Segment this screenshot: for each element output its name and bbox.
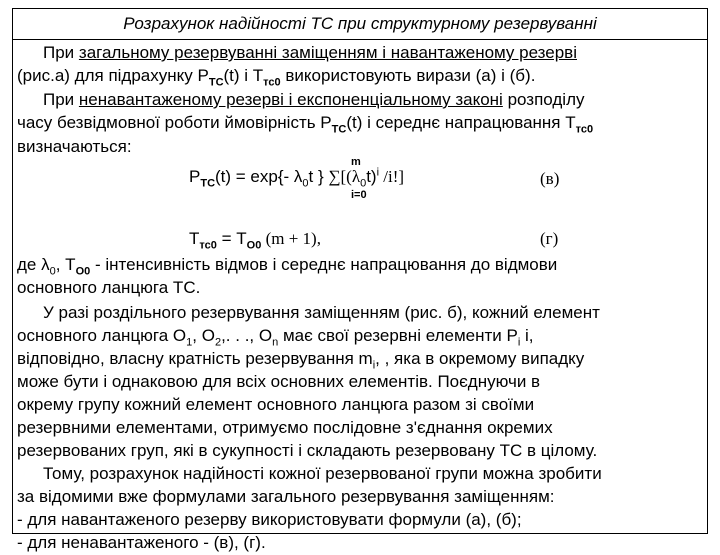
text-line <box>17 254 557 277</box>
text-fragment: (m + 1), <box>261 229 321 248</box>
text-line <box>17 440 597 463</box>
underlined-term: ненавантаженому резерві і експоненціальному законі <box>78 90 503 109</box>
superscript: і <box>376 166 380 179</box>
subscript: 0 <box>302 177 309 190</box>
text-fragment: визначаються: <box>17 137 132 156</box>
text-line <box>17 325 534 348</box>
subscript: ТС <box>331 123 347 136</box>
text-fragment: У разі роздільного резервування заміщенням (рис. б), кожний елемент <box>43 303 600 322</box>
slide-title: Розрахунок надійності ТС при структурному резервуванні <box>13 9 707 40</box>
text-fragment: - інтенсивність відмов і середнє напрацювання до відмови <box>90 255 558 274</box>
text-fragment: , Т <box>55 255 76 274</box>
text-fragment: Т <box>189 229 200 248</box>
text-fragment: - для навантаженого резерву використовувати формули (а), (б); <box>17 510 522 529</box>
subscript: О0 <box>75 265 91 278</box>
text-line <box>17 394 534 417</box>
text-fragment: /і!] <box>379 167 405 186</box>
text-fragment: основного ланцюга О <box>17 326 187 345</box>
formula-tag-g: (г) <box>540 229 559 248</box>
subscript: 1 <box>186 336 193 349</box>
slide-frame <box>12 8 708 552</box>
text-line <box>43 89 584 112</box>
formula-tag-v: (в) <box>540 169 560 188</box>
text-fragment: (рис.а) для підрахунку Р <box>17 66 209 85</box>
text-fragment: має свої резервні елементи Р <box>278 326 518 345</box>
underlined-term: загальному резервуванні заміщенням і навантаженому резерві <box>78 43 577 62</box>
subscript: ТС <box>200 177 216 190</box>
text-fragment: за відомими вже формулами загального резервування заміщенням: <box>17 487 555 506</box>
text-fragment: і, <box>520 326 534 345</box>
formula-v <box>189 166 404 189</box>
subscript: 2 <box>214 336 222 349</box>
text-line <box>17 509 522 532</box>
text-line <box>17 277 200 300</box>
text-fragment: (t) і середнє напрацювання Т <box>346 113 576 132</box>
subscript: n <box>272 336 279 349</box>
text-fragment: відповідно, власну кратність резервування m <box>17 349 373 368</box>
text-fragment: використовують вирази (а) і (б). <box>280 66 536 85</box>
text-fragment: часу безвідмовної роботи ймовірність Р <box>17 113 332 132</box>
formula-g <box>189 228 321 251</box>
text-line <box>43 302 600 325</box>
text-fragment: При <box>43 90 79 109</box>
subscript: ТС <box>208 76 224 89</box>
text-fragment: де λ <box>17 255 50 274</box>
text-fragment: При <box>43 43 79 62</box>
subscript: і <box>517 336 521 349</box>
text-line <box>17 65 535 88</box>
text-line <box>43 463 602 486</box>
text-line <box>43 42 577 65</box>
text-fragment: = Т <box>216 229 247 248</box>
text-fragment: (t) і Т <box>223 66 264 85</box>
text-fragment: окрему групу кожний елемент основного ланцюга разом зі своїми <box>17 395 535 414</box>
sum-upper-limit: m <box>351 156 361 168</box>
text-fragment: ,. . ., О <box>221 326 273 345</box>
text-fragment: - для ненавантаженого - (в), (г). <box>17 533 266 552</box>
subscript: і <box>372 359 376 372</box>
text-fragment: основного ланцюга ТС. <box>17 278 201 297</box>
text-line <box>17 348 584 371</box>
subscript: тс0 <box>263 76 281 89</box>
subscript: тс0 <box>199 239 217 252</box>
text-fragment: t } <box>308 167 329 186</box>
sum-lower-limit: і=0 <box>351 189 367 201</box>
text-fragment: , , яка в окремому випадку <box>375 349 585 368</box>
text-line <box>17 112 593 135</box>
subscript: 0 <box>360 177 367 190</box>
text-line <box>17 532 266 555</box>
text-fragment: може бути і однаковою для всіх основних елементів. Поєднуючи в <box>17 372 541 391</box>
subscript: 0 <box>49 265 56 278</box>
text-fragment: (t) = exp{- λ <box>215 167 303 186</box>
text-fragment: Тому, розрахунок надійності кожної резервованої групи можна зробити <box>43 464 602 483</box>
subscript: тс0 <box>575 123 594 136</box>
text-fragment: Р <box>189 167 201 186</box>
text-line <box>17 486 555 509</box>
text-fragment: розподілу <box>502 90 585 109</box>
text-fragment: резервованих груп, які в сукупності і складають резервовану ТС в цілому. <box>17 441 598 460</box>
subscript: О0 <box>246 239 262 252</box>
text-fragment: , О <box>192 326 215 345</box>
text-fragment: резервними елементами, отримуємо послідовне з'єднання окремих <box>17 418 553 437</box>
text-line <box>17 417 553 440</box>
text-fragment: t) <box>366 167 377 186</box>
sum-expression: ∑[(λ <box>328 167 361 186</box>
text-line <box>17 136 132 159</box>
text-line <box>17 371 540 394</box>
